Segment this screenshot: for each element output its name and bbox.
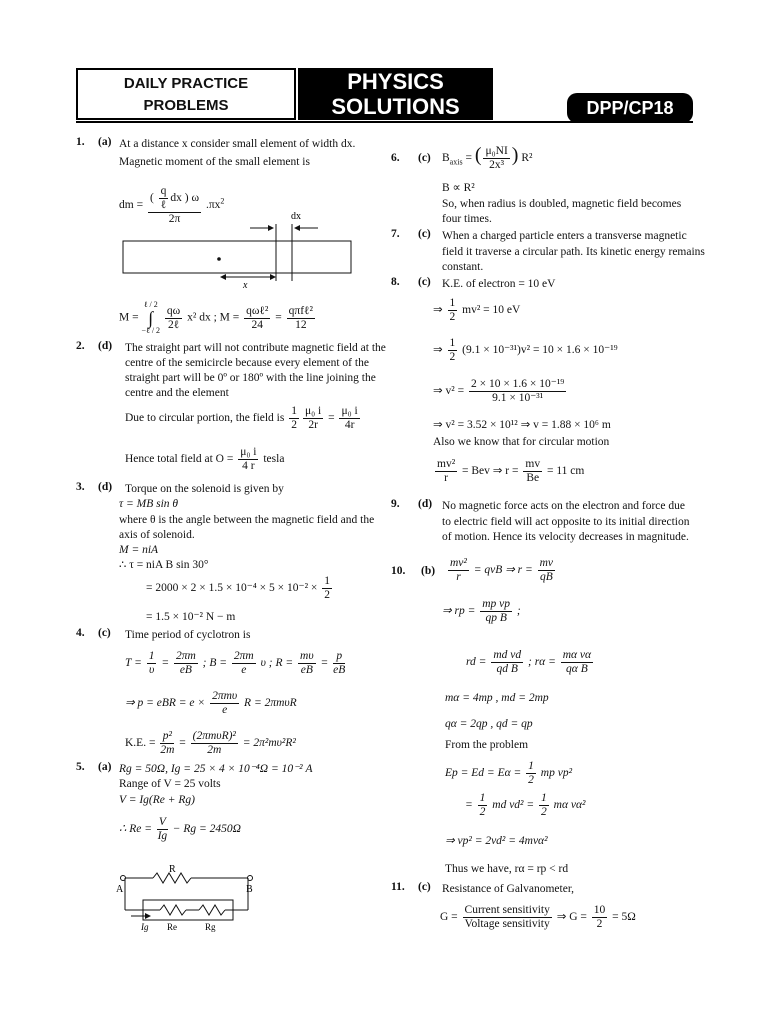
q8-l3-arrow: ⇒ <box>433 344 443 357</box>
q8-l7-f2-den: Be <box>526 472 540 484</box>
q8-l2-half <box>448 297 458 324</box>
q3-option: (d) <box>98 481 113 493</box>
q3-line5: M = niA <box>119 544 159 556</box>
q8-l2-arrow: ⇒ <box>433 304 443 317</box>
q10-l8-den1: 2 <box>479 806 486 818</box>
q3-line2: τ = MB sin θ <box>119 498 179 510</box>
q5-circuit-diagram <box>115 860 265 935</box>
q1-q-over-l <box>159 185 169 212</box>
q6-eq: = <box>465 152 472 164</box>
q10-l3-f2 <box>561 649 593 676</box>
q10-l1-f1-den: r <box>456 571 461 583</box>
q4-T: T = <box>125 657 142 670</box>
q11-line2 <box>440 904 636 931</box>
q1-qw-den: 2ℓ <box>167 318 180 331</box>
q8-l4-den: 9.1 × 10⁻³¹ <box>492 392 544 404</box>
q1-int-top: ℓ / 2 <box>143 300 158 309</box>
q10-l7-num: 1 <box>528 760 534 772</box>
q6-line3: So, when radius is doubled, magnetic field becomes <box>442 198 682 210</box>
q4-f3-num: 2πm <box>233 650 254 662</box>
header-physics-solutions <box>298 68 493 120</box>
q7-option: (c) <box>418 228 431 240</box>
q11-G: G = <box>440 911 458 924</box>
q3-number: 3. <box>76 481 85 493</box>
q2-mu-4r <box>339 405 359 432</box>
q2-half-den: 2 <box>291 419 297 431</box>
q4-p-den: e <box>222 704 228 716</box>
q9-line3: of motion. Hence its velocity decreases in magnitude. <box>442 531 689 543</box>
q1-integral <box>141 300 160 336</box>
q1-pix2: .πx <box>205 199 221 212</box>
q10-l2-num: mp vp <box>482 598 511 610</box>
q10-l8-end: mα vα² <box>553 799 586 812</box>
q1-q: q <box>160 185 167 197</box>
q4-p-result: R = 2πmυR <box>244 697 297 710</box>
q2-total-num: μ₀ i <box>240 446 257 458</box>
q10-l3-f2-num: mα vα <box>562 649 592 661</box>
q2-half-num: 1 <box>291 405 297 417</box>
q10-l7-text: Ep = Ed = Eα = <box>445 767 522 780</box>
q10-line6: From the problem <box>445 739 529 751</box>
q1-strip <box>123 241 351 273</box>
q2-total-frac <box>238 446 258 473</box>
q11-line1: Resistance of Galvanometer, <box>442 883 575 895</box>
q6-R2: R² <box>521 152 533 164</box>
q6-line2: B ∝ R² <box>442 182 475 194</box>
q2-mu-4r-num: μ₀ i <box>341 405 358 417</box>
q4-ke: K.E. = <box>125 737 156 750</box>
q10-l1-f1 <box>448 557 469 584</box>
q1-M2-label: ; M = <box>213 311 240 324</box>
q1-dm-formula: dm = ( $\frac{q}{\text{ℓ}}$ dx ) ω 2π $.\pi x^2$ <box>119 185 225 225</box>
q6-rparen: ) <box>511 144 519 166</box>
q1-int-sign: ∫ <box>148 308 154 328</box>
q1-line2: Magnetic moment of the small element is <box>119 156 310 168</box>
q10-l3-f2-den: qα B <box>566 663 588 675</box>
q9-option: (d) <box>418 498 433 510</box>
q5-resistor-Rg <box>199 905 225 915</box>
q4-f1 <box>147 650 157 677</box>
q5-result: − Rg = 2450Ω <box>172 823 241 836</box>
q4-line4 <box>125 730 296 757</box>
q2-half <box>289 405 299 432</box>
q11-arrow: ⇒ G = <box>556 911 587 924</box>
q4-p-frac <box>210 690 239 717</box>
q2-mu-4r-den: 4r <box>344 419 355 431</box>
q10-l1-f2-num: mv <box>539 557 554 569</box>
q5-label-Rg: Rg <box>205 922 216 932</box>
q10-l3-f1 <box>491 649 523 676</box>
q4-B: ; B = <box>202 657 228 670</box>
q10-l2-text: ⇒ rp = <box>442 605 476 618</box>
q4-ke-f2-den: 2m <box>207 744 222 756</box>
q8-line4 <box>433 378 568 405</box>
q3-line3: where θ is the angle between the magnetic field and the <box>119 514 375 526</box>
q8-option: (c) <box>418 276 431 288</box>
q11-frac2-num: 10 <box>593 904 606 916</box>
q10-l8-half1 <box>478 792 488 819</box>
q3-half <box>322 575 332 602</box>
q1-omega: ω <box>191 192 200 205</box>
q8-l2-num: 1 <box>449 297 456 309</box>
q1-M3-num: qπfℓ² <box>288 304 313 317</box>
q4-ke-f1-num: p² <box>160 730 174 744</box>
q5-number: 5. <box>76 761 85 773</box>
q10-number: 10. <box>391 565 406 577</box>
q10-l2-frac <box>480 598 512 625</box>
q4-option: (c) <box>98 627 111 639</box>
q10-l8-num1: 1 <box>479 792 486 804</box>
header-mid-line1: PHYSICS <box>347 69 444 94</box>
q4-f1-num: 1 <box>148 650 155 662</box>
q11-frac1-den: Voltage sensitivity <box>464 918 550 930</box>
q6-line1 <box>442 140 532 173</box>
q10-l1-f1-num: mv² <box>450 557 467 569</box>
q6-number: 6. <box>391 152 400 164</box>
q8-l3-text: (9.1 × 10⁻³¹)v² = 10 × 1.6 × 10⁻¹⁹ <box>462 344 618 357</box>
q10-line4: mα = 4mp , md = 2mp <box>445 692 549 704</box>
q1-x-label: x <box>243 280 248 289</box>
q4-f3-den: e <box>241 664 247 676</box>
q8-l7-f2 <box>523 458 542 485</box>
q6-lparen: ( <box>474 144 482 166</box>
q4-line3 <box>125 690 297 717</box>
q5-resistor-Re <box>160 905 186 915</box>
q8-line3 <box>433 337 618 364</box>
q6-option: (c) <box>418 152 431 164</box>
q10-line8 <box>465 792 585 819</box>
q2-mu-2r <box>303 405 323 432</box>
q5-line4 <box>119 816 241 843</box>
q2-field-formula <box>125 405 362 432</box>
q5-label-B: B <box>246 884 253 895</box>
q2-number: 2. <box>76 340 85 352</box>
q1-ell: ℓ <box>160 199 167 211</box>
q9-number: 9. <box>391 498 400 510</box>
q8-l7-result: = 11 cm <box>546 465 585 478</box>
q5-label-R: R <box>169 864 176 875</box>
q5-Re: ∴ Re = <box>119 823 152 836</box>
q4-ke-eq: = <box>179 737 186 750</box>
q4-ke-f2-num: (2πmυR)² <box>192 730 236 742</box>
q1-qw-num: qω <box>166 304 181 317</box>
q4-f5 <box>333 650 345 677</box>
q4-f2-den: eB <box>179 664 192 676</box>
q11-number: 11. <box>391 881 405 893</box>
q2-total-den: 4 r <box>242 460 255 472</box>
q4-R: υ ; R = <box>260 657 294 670</box>
q2-line5: Due to circular portion, the field is <box>125 412 285 425</box>
q1-int-bot: −ℓ / 2 <box>141 326 161 335</box>
q4-number: 4. <box>76 627 85 639</box>
q10-option: (b) <box>421 565 436 577</box>
q8-line6: Also we know that for circular motion <box>433 436 610 448</box>
q10-line2 <box>442 598 521 625</box>
q10-l8-half2 <box>539 792 549 819</box>
q5-line2: Range of V = 25 volts <box>119 778 221 790</box>
q2-line4: centre and the element <box>125 387 229 399</box>
q6-B: B <box>442 152 450 164</box>
q4-line1: Time period of cyclotron is <box>125 629 251 641</box>
q2-total-formula <box>125 446 284 473</box>
q4-p-num: 2πmυ <box>212 690 238 702</box>
q10-l3-text2: ; rα = <box>527 656 556 669</box>
q10-l1-f2-den: qB <box>539 571 553 583</box>
q9-line1: No magnetic force acts on the electron and force due <box>442 500 685 512</box>
header-left-line2: PROBLEMS <box>143 97 229 114</box>
q2-mu-2r-num: μ₀ i <box>304 405 322 417</box>
q7-line2: field it traverse a circular path. Its kinetic energy remains <box>442 246 705 258</box>
q4-eq2: = <box>320 657 329 670</box>
q8-l7-f1-num: mv² <box>437 458 456 470</box>
q1-line1: At a distance x consider small element of width dx. <box>119 138 356 150</box>
q1-dx-arrowhead-left <box>268 225 274 231</box>
q1-qw-frac <box>165 305 182 332</box>
q5-label-A: A <box>116 884 124 895</box>
q3-line7-text: = 2000 × 2 × 1.5 × 10⁻⁴ × 5 × 10⁻² × <box>146 582 318 595</box>
q4-eq1: = <box>161 657 170 670</box>
q8-l2-den: 2 <box>449 311 456 323</box>
q1-int-expr: x² dx <box>187 311 211 324</box>
q4-f5-den: eB <box>333 664 346 676</box>
q2-line3: straight part will be 0º or 180º with the line joining the <box>125 372 376 384</box>
q6-line4: four times. <box>442 213 492 225</box>
q4-ke-f2 <box>191 730 238 757</box>
q1-M2-den: 24 <box>251 318 263 331</box>
q1-M2-frac <box>244 305 270 332</box>
header-mid-line2: SOLUTIONS <box>331 94 460 119</box>
q1-dx-label: dx <box>291 211 301 222</box>
q8-l2-text: mv² = 10 eV <box>462 304 521 317</box>
header-daily-practice <box>76 68 296 120</box>
q1-dx-arrowhead-right <box>294 225 300 231</box>
q4-ke-f1-den: 2m <box>160 744 175 756</box>
q2-line2: centre of the semicircle because every element of the <box>125 357 369 369</box>
q5-Ig: Ig <box>157 830 168 842</box>
q8-l3-num: 1 <box>449 337 456 349</box>
q7-line3: constant. <box>442 261 484 273</box>
q4-ke-f1 <box>160 730 174 757</box>
q10-l3-f1-num: md vd <box>493 649 522 661</box>
q1-x-arrowhead-right <box>270 274 276 280</box>
q5-label-Re: Re <box>167 922 177 932</box>
q10-l8-num2: 1 <box>541 792 547 804</box>
header-code: DPP/CP18 <box>567 93 693 123</box>
q4-f2-num: 2πm <box>175 650 196 662</box>
q10-l7-den: 2 <box>528 774 534 786</box>
q3-half-den: 2 <box>324 589 330 601</box>
q5-V: V <box>158 816 166 828</box>
q3-half-num: 1 <box>324 575 330 587</box>
q2-mu-2r-den: 2r <box>308 419 318 431</box>
q3-line1: Torque on the solenoid is given by <box>125 483 284 495</box>
q5-line1: Rg = 50Ω, Ig = 25 × 4 × 10⁻⁴Ω = 10⁻² A <box>119 763 313 775</box>
q10-l8-mid: md vd² = <box>492 799 535 812</box>
q5-option: (a) <box>98 761 112 773</box>
q8-line1: K.E. of electron = 10 eV <box>442 278 556 290</box>
q5-label-Ig: Ig <box>141 922 149 932</box>
q10-line7 <box>445 760 572 787</box>
q4-f4 <box>298 650 316 677</box>
q11-frac2-den: 2 <box>596 918 603 930</box>
q3-line8: = 1.5 × 10⁻² N − m <box>146 611 236 623</box>
q10-l2-semi: ; <box>516 605 521 618</box>
q8-l7-text: = Bev ⇒ r = <box>462 465 519 478</box>
q8-l3-half <box>448 337 458 364</box>
q8-line2 <box>433 297 520 324</box>
q1-twopi: 2π <box>168 213 181 225</box>
q11-frac2 <box>592 904 608 931</box>
q6-B-sub: axis <box>449 157 463 167</box>
q8-l7-f2-num: mv <box>525 458 541 470</box>
q11-frac1 <box>463 904 552 931</box>
q6-frac <box>483 145 509 172</box>
q11-frac1-num: Current sensitivity <box>464 904 550 916</box>
q3-line6: ∴ τ = niA B sin 30° <box>119 559 209 571</box>
q11-option: (c) <box>418 881 431 893</box>
q11-result: = 5Ω <box>612 911 636 924</box>
q10-l8-eq: = <box>465 799 473 812</box>
q5-current-arrowhead <box>145 913 151 919</box>
q1-dxw: dx <box>170 192 182 205</box>
q2-line1: The straight part will not contribute magnetic field at the <box>125 342 386 354</box>
q8-l4-text: ⇒ v² = <box>433 385 465 398</box>
q1-M2-eq: = <box>275 311 282 324</box>
q4-p-text: ⇒ p = eBR = e × <box>125 697 206 710</box>
q7-line1: When a charged particle enters a transverse magnetic <box>442 230 687 242</box>
q1-M-label: M = <box>119 311 139 324</box>
q4-f4-num: mυ <box>300 650 314 662</box>
q10-line10: Thus we have, rα = rp < rd <box>445 863 569 875</box>
q3-line4: axis of solenoid. <box>119 529 195 541</box>
q1-dm-label: dm = <box>119 199 144 212</box>
q8-line5: ⇒ v² = 3.52 × 10¹² ⇒ v = 1.88 × 10⁶ m <box>433 419 611 431</box>
q8-number: 8. <box>391 276 400 288</box>
q9-line2: to electric field will act opposite to its initial direction <box>442 516 690 528</box>
q4-line2 <box>125 650 347 677</box>
q4-f1-den: υ <box>148 664 155 676</box>
q6-frac-num: μ₀NI <box>485 144 508 157</box>
header-left-line1: DAILY PRACTICE <box>123 75 249 92</box>
q10-line5: qα = 2qp , qd = qp <box>445 718 533 730</box>
q5-line3: V = Ig(Re + Rg) <box>119 794 195 806</box>
q10-l7-result: mp vp² <box>540 767 573 780</box>
q10-l8-den2: 2 <box>541 806 547 818</box>
q7-number: 7. <box>391 228 400 240</box>
q1-strip-diagram <box>118 209 358 289</box>
q10-l3-f1-den: qd B <box>496 663 518 675</box>
q4-ke-result: = 2π²mυ²R² <box>242 737 296 750</box>
q10-line9: ⇒ vp² = 2vd² = 4mvα² <box>445 835 548 847</box>
q1-x-arrowhead-left <box>220 274 226 280</box>
q1-M3-frac <box>287 305 315 332</box>
q4-f4-den: eB <box>300 664 313 676</box>
q2-tesla: tesla <box>263 453 285 466</box>
q8-l3-den: 2 <box>449 351 456 363</box>
q8-l7-f1 <box>435 458 457 485</box>
q8-l4-frac <box>469 378 566 405</box>
q4-f5-num: p <box>333 650 345 664</box>
q5-V-over-Ig <box>157 816 168 843</box>
q10-l7-half <box>526 760 536 787</box>
q1-center-point <box>217 257 221 261</box>
q4-f3 <box>232 650 256 677</box>
q1-M2-num: qωℓ² <box>246 304 269 317</box>
q2-eq: = <box>328 412 335 425</box>
q6-frac-den: 2x³ <box>489 158 505 171</box>
q10-l3-text: rd = <box>466 656 487 669</box>
q10-line1 <box>446 557 557 584</box>
q8-l7-f1-den: r <box>444 472 448 484</box>
q1-option: (a) <box>98 136 112 148</box>
q10-line3 <box>466 649 595 676</box>
q10-l2-den: qp B <box>485 612 507 624</box>
q1-M-formula <box>119 300 317 336</box>
q8-l4-num: 2 × 10 × 1.6 × 10⁻¹⁹ <box>470 378 565 390</box>
q10-l1-f2 <box>538 557 555 584</box>
q10-l1-text: = qvB ⇒ r = <box>473 564 533 577</box>
q4-f2 <box>174 650 198 677</box>
q1-number: 1. <box>76 136 85 148</box>
q1-M3-den: 12 <box>295 318 307 331</box>
q2-line6: Hence total field at O = <box>125 453 234 466</box>
q2-option: (d) <box>98 340 113 352</box>
q8-line7 <box>433 458 584 485</box>
q1-dm-fraction: ( $\frac{q}{\text{ℓ}}$ dx ) ω 2π <box>149 185 200 225</box>
q3-line7 <box>146 575 334 602</box>
header-rule <box>76 121 693 123</box>
